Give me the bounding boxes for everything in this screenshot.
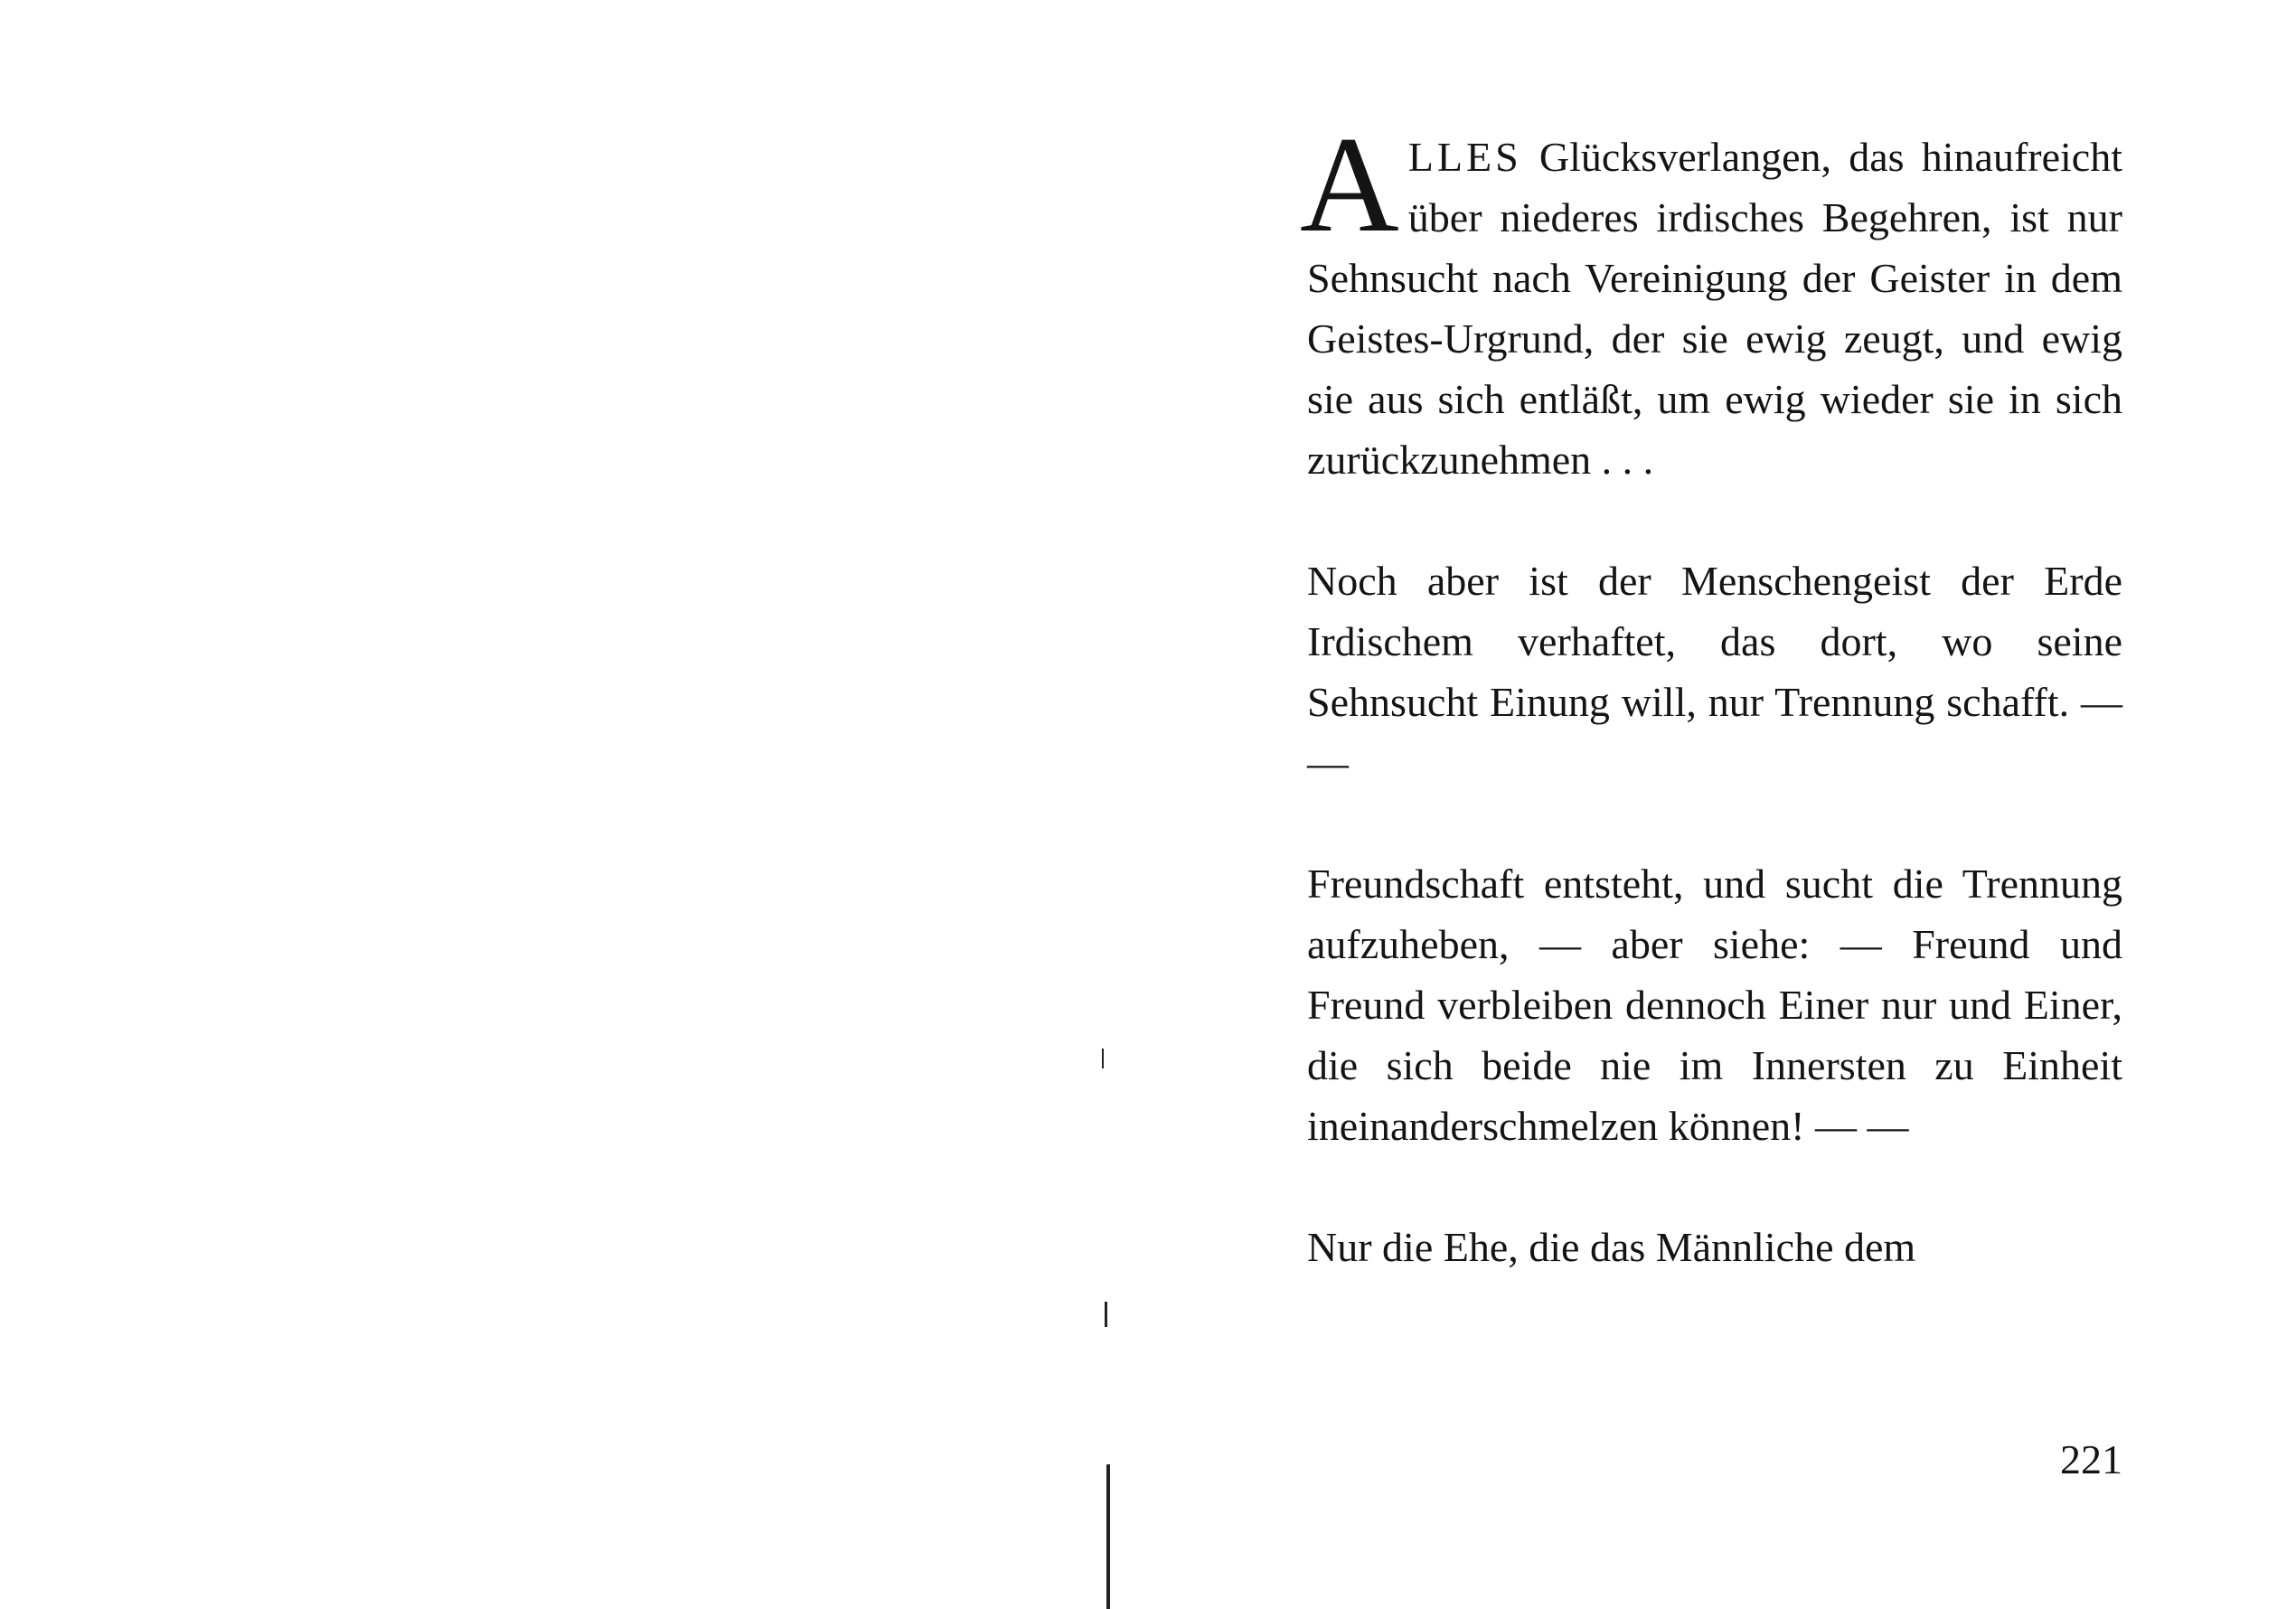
- paragraph-text: Glücksverlangen, das hinaufreicht über niederes irdisches Begehren, ist nur Sehnsucht nach Vereinigung der Geister in dem Geistes-Urgrund, der sie ewig zeugt, und ewig sie aus sich entläßt, um ewig wieder sie in sich zurückzunehmen . . .: [1307, 134, 2122, 483]
- page-text-column: [1300, 108, 2122, 1277]
- paragraph-1: [1300, 108, 2122, 490]
- paragraph-4: [1307, 1217, 2122, 1277]
- paragraph-3: [1307, 853, 2122, 1156]
- gutter-mark: [1106, 1464, 1110, 1609]
- page-number: 221: [2060, 1436, 2122, 1482]
- paragraph-text: Nur die Ehe, die das Männliche dem: [1307, 1224, 1916, 1270]
- paragraph-text: Noch aber ist der Menschengeist der Erde Irdischem verhaftet, das dort, wo seine Sehnsucht Einung will, nur Trennung schafft. — —: [1307, 558, 2122, 786]
- lead-caps: LLES: [1407, 134, 1522, 180]
- gutter-mark: [1102, 1049, 1104, 1068]
- paragraph-2: [1307, 550, 2122, 793]
- paragraph-text: Freundschaft entsteht, und sucht die Trennung aufzuheben, — aber siehe: — Freund und Freund verbleiben dennoch Einer nur und Einer, die sich beide nie im Innersten zu Einheit ineinanderschmelzen können! — —: [1307, 861, 2122, 1149]
- drop-cap: A: [1300, 108, 1399, 260]
- left-page-blank: [0, 0, 1139, 1609]
- gutter-mark: [1105, 1302, 1107, 1327]
